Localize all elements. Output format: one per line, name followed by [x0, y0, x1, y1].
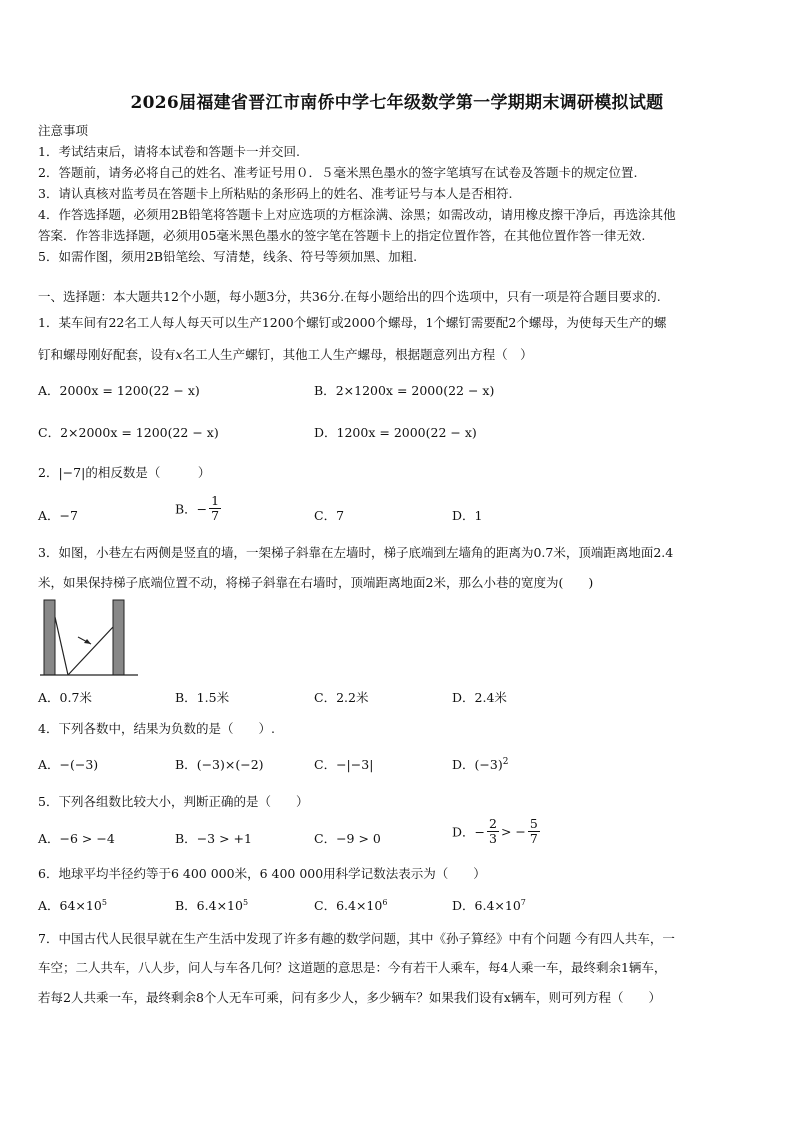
q7-stem-line3: 若每2人共乘一车，最终剩余8个人无车可乘，问有多少人，多少辆车？如果我们设有x辆车，则可列方程（ ）: [38, 990, 661, 1005]
option-exponent: 5: [242, 897, 249, 907]
q1-option-c[interactable]: [38, 423, 219, 441]
notice-heading: 注意事项: [38, 123, 89, 138]
option-label: D．: [452, 757, 475, 772]
option-exponent: 6: [382, 897, 388, 907]
q2-expression: |−7|: [58, 465, 86, 480]
fraction-denominator: 3: [489, 831, 497, 846]
fraction: [528, 817, 540, 846]
q2-stem-text: 的相反数是（ ）: [85, 465, 211, 480]
q4-option-c[interactable]: [314, 755, 373, 773]
notice-item: 2．答题前，请务必将自己的姓名、准考证号用０．５毫米黑色墨水的签字笔填写在试卷及答题卡的规定位置.: [38, 165, 638, 180]
option-expression: (−3): [474, 757, 503, 772]
option-expression: −(−3): [59, 757, 99, 772]
fraction-numerator: 1: [211, 493, 220, 508]
q6-stem: 6．地球平均半径约等于6 400 000米，6 400 000用科学记数法表示为（ ）: [38, 866, 486, 881]
q5-option-c[interactable]: [314, 829, 381, 847]
right-wall: [113, 600, 124, 675]
q3-option-a[interactable]: A．0.7米: [38, 690, 92, 705]
option-label: C．: [38, 425, 61, 440]
notice-item: 4．作答选择题，必须用2B铅笔将答题卡上对应选项的方框涂满、涂黑；如需改动，请用橡皮擦干净后，再选涂其他: [38, 207, 676, 222]
option-label: C．: [314, 757, 337, 772]
notice-item: 1．考试结束后，请将本试卷和答题卡一并交回.: [38, 144, 300, 159]
option-label: B．: [314, 383, 336, 398]
option-expression: 2×1200x = 2000(22 − x): [335, 383, 495, 398]
q6-option-c[interactable]: [314, 896, 387, 914]
option-expression: −3 > +1: [196, 831, 252, 846]
q4-option-a[interactable]: [38, 755, 98, 773]
q1-stem-part: 钉和螺母刚好配套，设有: [38, 347, 176, 362]
q2-option-a[interactable]: A．−7: [38, 508, 78, 523]
q3-stem-line2: 米，如果保持梯子底端位置不动，将梯子斜靠在右墙时，顶端距离地面2米，那么小巷的宽度为( ): [38, 575, 594, 590]
option-expression: 2000x = 1200(22 − x): [59, 383, 200, 398]
q6-option-a[interactable]: [38, 896, 107, 914]
option-expression: −6 > −4: [59, 831, 115, 846]
q5-stem: 5．下列各组数比较大小，判断正确的是（ ）: [38, 794, 309, 809]
notice-item: 3．请认真核对监考员在答题卡上所粘贴的条形码上的姓名、准考证号与本人是否相符.: [38, 186, 513, 201]
option-label: A．: [38, 831, 60, 846]
q3-option-b[interactable]: B．1.5米: [175, 690, 230, 705]
fraction-denominator: 7: [211, 508, 220, 523]
fraction-numerator: 5: [529, 816, 538, 831]
q2-stem: [38, 463, 210, 481]
q1-option-d[interactable]: [314, 423, 477, 441]
option-label: B．: [175, 757, 197, 772]
q4-option-b[interactable]: [175, 755, 264, 773]
q5-option-b[interactable]: [175, 829, 252, 847]
option-text: C．6.4×10: [314, 898, 383, 913]
q2-option-d[interactable]: D．1: [452, 508, 483, 523]
q1-stem-part: 名工人生产螺钉，其他工人生产螺母，根据题意列出方程（ ）: [182, 347, 533, 362]
option-text: B．6.4×10: [175, 898, 243, 913]
ladder-left: [55, 617, 68, 675]
option-label: A．: [38, 383, 60, 398]
ladder-right: [68, 627, 113, 675]
option-expression: 2×2000x = 1200(22 − x): [60, 425, 219, 440]
option-label: A．: [38, 757, 60, 772]
q1-stem-line2: [38, 345, 533, 363]
q6-option-d[interactable]: [452, 896, 526, 914]
notice-item: 答案．作答非选择题，必须用05毫米黑色墨水的签字笔在答题卡上的指定位置作答，在其他位置作答一律无效.: [38, 228, 646, 243]
q3-option-c[interactable]: C．2.2米: [314, 690, 369, 705]
q1-option-a[interactable]: [38, 381, 200, 399]
q2-option-c[interactable]: C．7: [314, 508, 345, 523]
q1-variable: x: [175, 347, 183, 362]
option-expression: (−3)×(−2): [196, 757, 264, 772]
fraction: [209, 494, 221, 523]
q5-option-d[interactable]: [452, 817, 542, 846]
option-expression: −9 > 0: [336, 831, 381, 846]
q6-option-b[interactable]: [175, 896, 248, 914]
fraction-numerator: 2: [489, 816, 497, 831]
left-wall: [44, 600, 55, 675]
notice-item: 5．如需作图，须用2B铅笔绘、写清楚，线条、符号等须加黑、加粗.: [38, 249, 418, 264]
q5-option-a[interactable]: [38, 829, 115, 847]
page-title: 2026届福建省晋江市南侨中学七年级数学第一学期期末调研模拟试题: [130, 93, 664, 113]
option-exponent: 5: [101, 897, 107, 907]
option-label: B．−: [175, 501, 208, 517]
q4-stem: 4．下列各数中，结果为负数的是（ ）.: [38, 721, 275, 736]
q3-option-d[interactable]: D．2.4米: [452, 690, 507, 705]
section-heading: 一、选择题：本大题共12个小题，每小题3分，共36分.在每小题给出的四个选项中，只有一项是符合题目要求的.: [38, 289, 661, 304]
option-expression: −|−3|: [336, 757, 374, 772]
option-exponent: 7: [520, 897, 526, 907]
q1-option-b[interactable]: [314, 381, 494, 399]
q4-option-d[interactable]: [452, 755, 508, 773]
option-expression: 1200x = 2000(22 − x): [336, 425, 477, 440]
q3-stem-line1: 3．如图，小巷左右两侧是竖直的墙，一架梯子斜靠在左墙时，梯子底端到左墙角的距离为0.7米，顶端距离地面2.4: [38, 545, 674, 560]
arrow-head-icon: [84, 639, 91, 644]
option-label: B．: [175, 831, 197, 846]
option-label: D．: [314, 425, 337, 440]
q2-option-b[interactable]: [175, 494, 223, 523]
fraction: [487, 817, 499, 846]
q1-stem-line1: 1．某车间有22名工人每人每天可以生产1200个螺钉或2000个螺母，1个螺钉需要配2个螺母，为使每天生产的螺: [38, 315, 667, 330]
q7-stem-line1: 7．中国古代人民很早就在生产生活中发现了许多有趣的数学问题，其中《孙子算经》中有个问题 今有四人共车，一: [38, 931, 675, 946]
option-label: D．−: [452, 824, 485, 840]
option-label: C．: [314, 831, 337, 846]
comparison-text: > −: [500, 824, 526, 839]
q2-number: 2．: [38, 465, 59, 480]
alley-ladder-figure: [38, 597, 142, 679]
option-text: D．6.4×10: [452, 898, 521, 913]
option-text: A．64×10: [38, 898, 102, 913]
option-exponent: 2: [502, 756, 509, 767]
q7-stem-line2: 车空；二人共车，八人步，问人与车各几何？这道题的意思是：今有若干人乘车，每4人乘一车，最终剩余1辆车，: [38, 960, 667, 975]
fraction-denominator: 7: [529, 831, 538, 846]
